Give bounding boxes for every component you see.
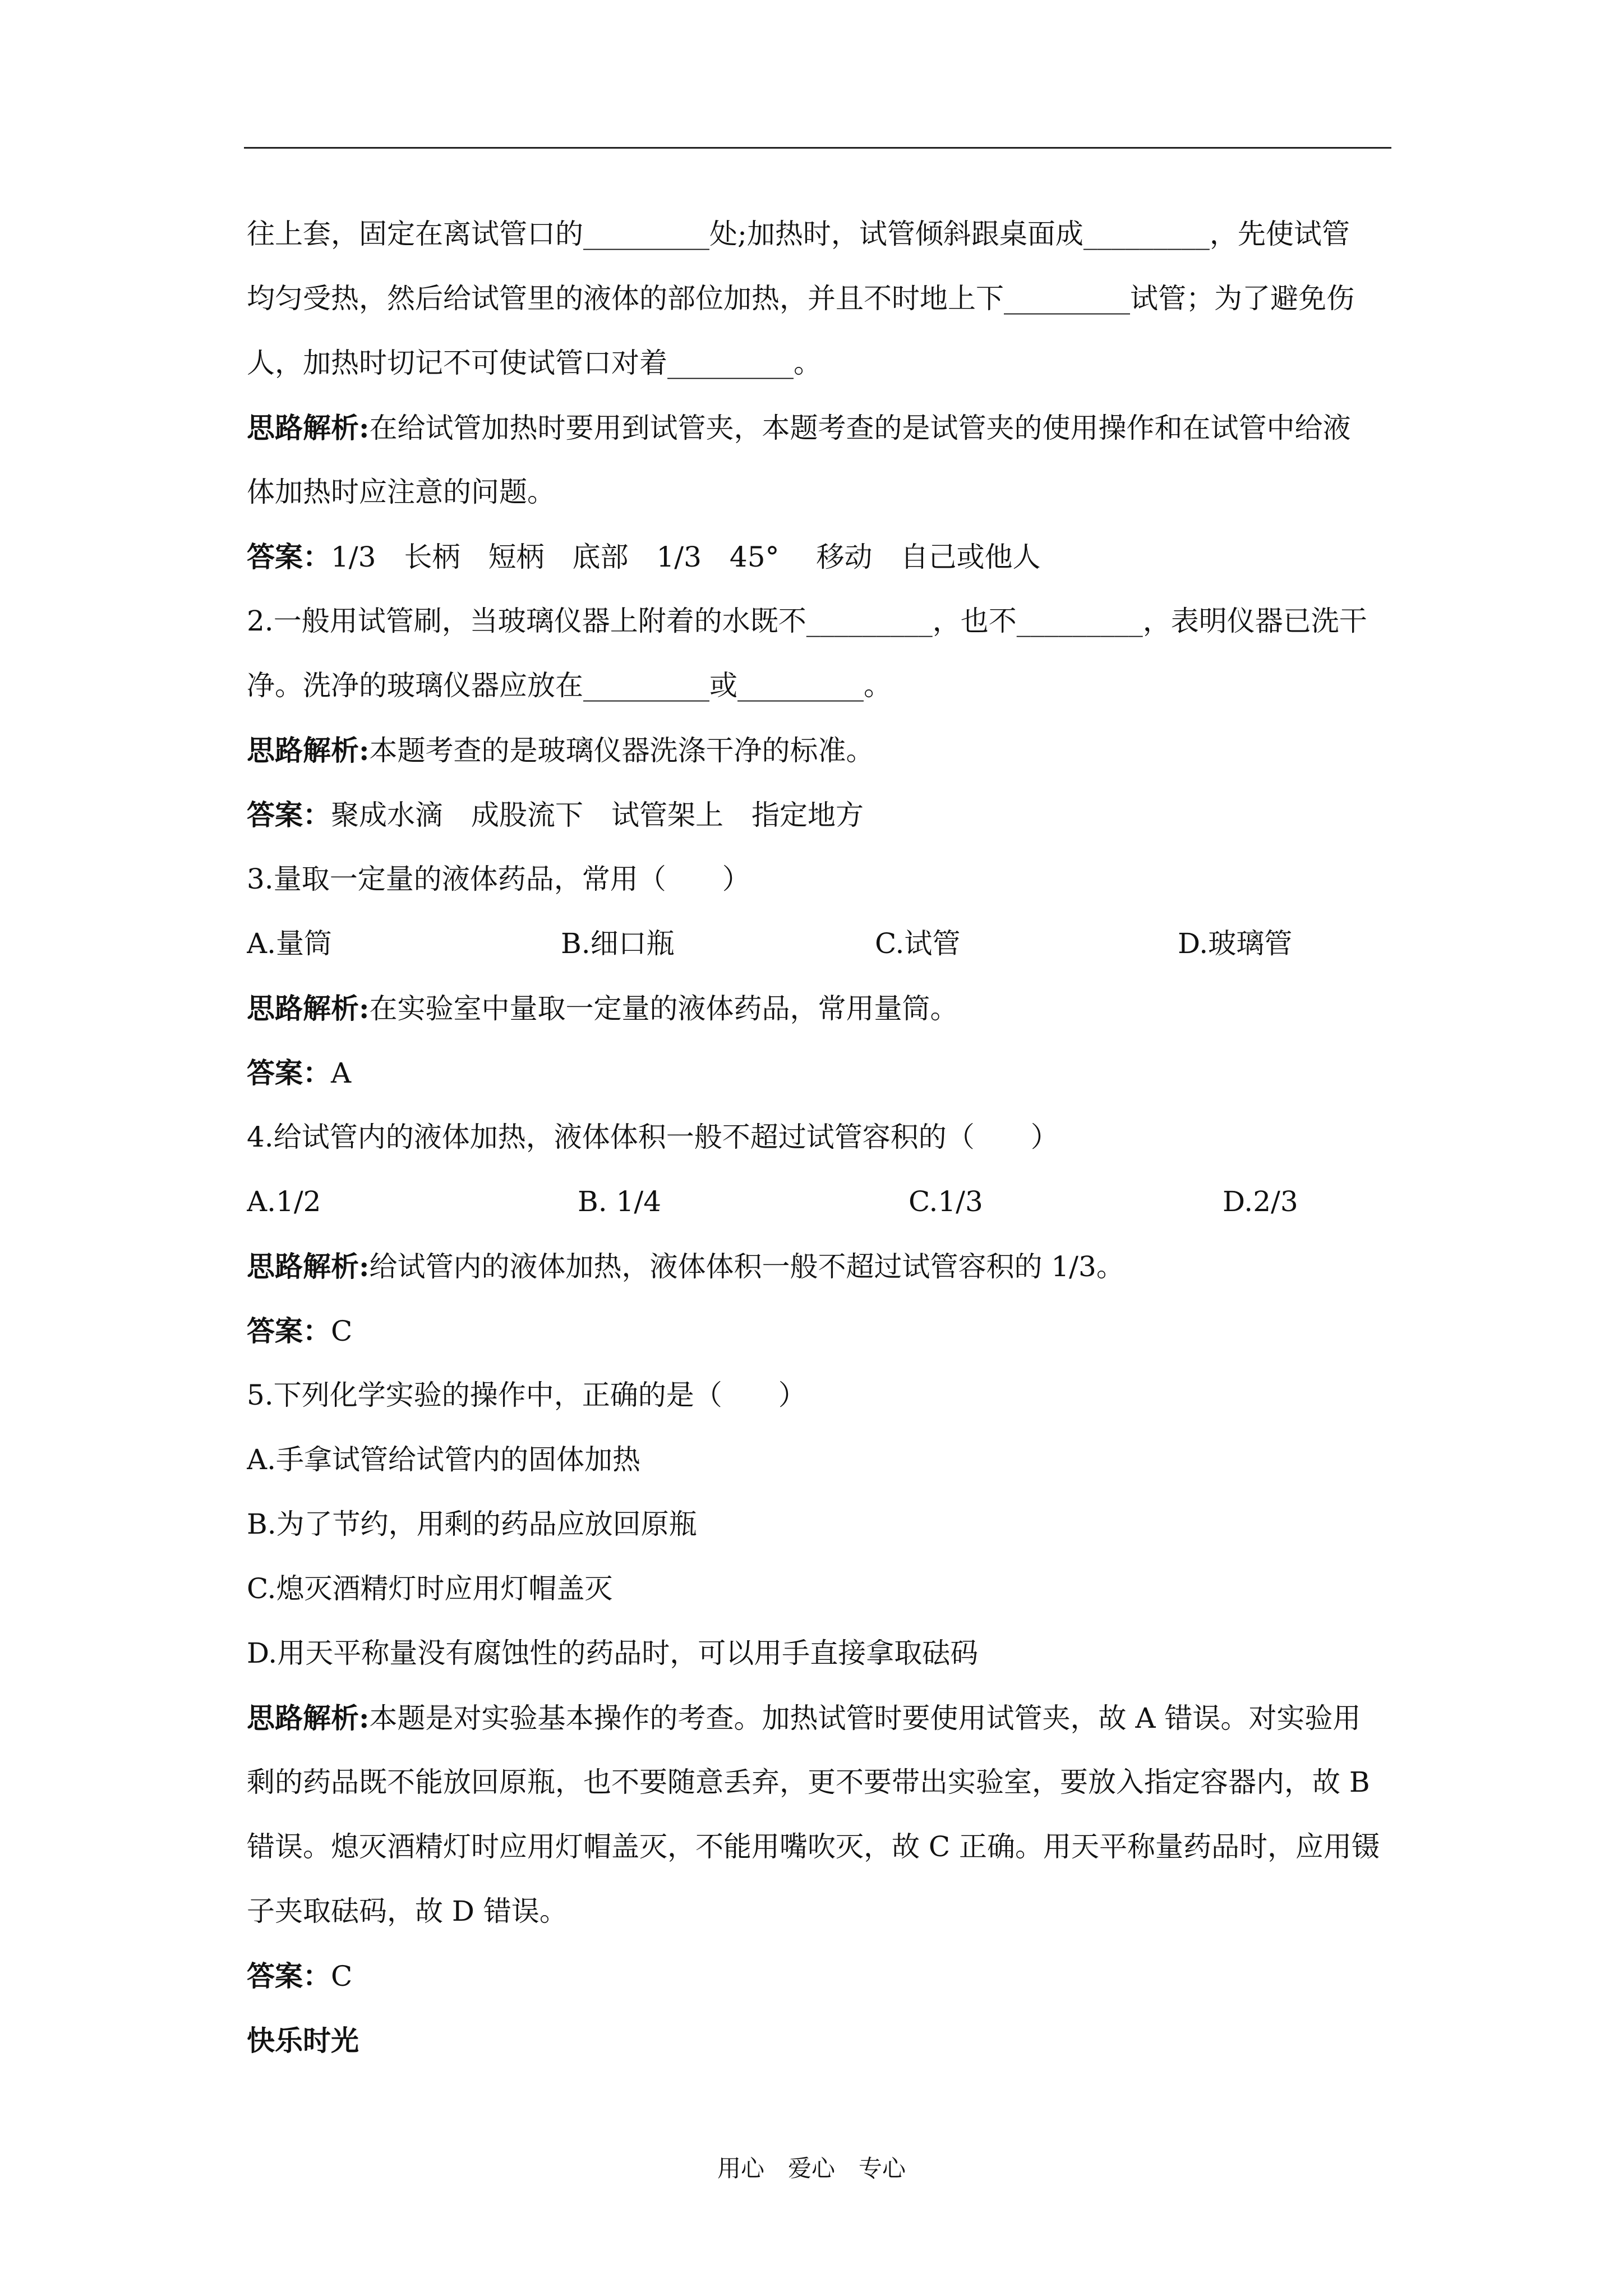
- analysis-text: 在给试管加热时要用到试管夹，本题考查的是试管夹的使用操作和在试管中给液: [369, 412, 1351, 444]
- header-rule: [244, 147, 1391, 149]
- analysis-label: 思路解析:: [247, 734, 370, 767]
- answer-label: 答案：: [247, 540, 331, 573]
- answer-line: [247, 1944, 1391, 2008]
- analysis-line: [247, 1234, 1391, 1299]
- text-line: 往上套，固定在离试管口的_________处;加热时，试管倾斜跟桌面成_________，先使试管: [247, 218, 1350, 250]
- option-line: B.为了节约，用剩的药品应放回原瓶: [247, 1508, 697, 1540]
- question-line: 4.给试管内的液体加热，液体体积一般不超过试管容积的（ ）: [247, 1121, 1059, 1153]
- answer-text: C: [331, 1315, 353, 1347]
- option-line: A.手拿试管给试管内的固体加热: [247, 1443, 641, 1476]
- answer-line: [247, 1041, 1391, 1105]
- analysis-line: [247, 718, 1391, 783]
- option-line: D.用天平称量没有腐蚀性的药品时，可以用手直接拿取砝码: [247, 1637, 979, 1669]
- answer-label: 答案：: [247, 1959, 331, 1993]
- options-row: [247, 912, 1391, 976]
- answer-text: A: [331, 1057, 352, 1089]
- question-line: 3.量取一定量的液体药品，常用（ ）: [247, 863, 750, 895]
- answer-line: [247, 783, 1391, 847]
- options-row: [247, 1170, 1391, 1234]
- analysis-line: [247, 395, 1391, 460]
- analysis-text: 给试管内的液体加热，液体体积一般不超过试管容积的 1/3。: [369, 1250, 1124, 1283]
- section-heading: 快乐时光: [247, 2024, 359, 2057]
- page-footer: 用心 爱心 专心: [717, 2155, 906, 2182]
- answer-label: 答案：: [247, 798, 331, 831]
- text-line: 子夹取砝码，故 D 错误。: [247, 1895, 568, 1927]
- analysis-line: [247, 976, 1391, 1041]
- text-line: 人，加热时切记不可使试管口对着_________。: [247, 347, 822, 379]
- answer-text: 1/3 长柄 短柄 底部 1/3 45° 移动 自己或他人: [331, 541, 1041, 573]
- option-c: C.试管: [875, 927, 961, 960]
- answer-text: C: [331, 1960, 353, 1993]
- text-line: 均匀受热，然后给试管里的液体的部位加热，并且不时地上下_________试管；为了避免伤: [247, 282, 1354, 315]
- question-line: 2.一般用试管刷，当玻璃仪器上附着的水既不_________，也不_________，表明仪器已洗干: [247, 605, 1367, 637]
- analysis-line: [247, 1686, 1391, 1750]
- analysis-label: 思路解析:: [247, 1701, 370, 1734]
- text-line: 净。洗净的玻璃仪器应放在_________或_________。: [247, 669, 892, 702]
- analysis-text: 在实验室中量取一定量的液体药品，常用量筒。: [369, 992, 958, 1025]
- text-line: 剩的药品既不能放回原瓶，也不要随意丢弃，更不要带出实验室，要放入指定容器内，故 B: [247, 1766, 1370, 1798]
- answer-text: 聚成水滴 成股流下 试管架上 指定地方: [331, 799, 864, 831]
- option-b: B.细口瓶: [561, 927, 675, 960]
- analysis-text: 本题考查的是玻璃仪器洗涤干净的标准。: [369, 734, 874, 767]
- analysis-label: 思路解析:: [247, 1250, 370, 1283]
- option-a: A.1/2: [247, 1185, 321, 1218]
- option-d: D.玻璃管: [1178, 927, 1293, 960]
- text-line: 体加热时应注意的问题。: [247, 476, 555, 508]
- answer-label: 答案：: [247, 1314, 331, 1347]
- answer-line: [247, 524, 1391, 589]
- analysis-label: 思路解析:: [247, 992, 370, 1025]
- answer-label: 答案：: [247, 1056, 331, 1089]
- text-line: 错误。熄灭酒精灯时应用灯帽盖灭，不能用嘴吹灭，故 C 正确。用天平称量药品时，应用镊: [247, 1830, 1380, 1863]
- question-line: 5.下列化学实验的操作中，正确的是（ ）: [247, 1379, 806, 1411]
- option-line: C.熄灭酒精灯时应用灯帽盖灭: [247, 1572, 613, 1605]
- answer-line: [247, 1299, 1391, 1363]
- document-body: [247, 202, 1391, 2073]
- option-b: B. 1/4: [578, 1185, 661, 1218]
- option-c: C.1/3: [909, 1185, 983, 1218]
- analysis-text: 本题是对实验基本操作的考查。加热试管时要使用试管夹，故 A 错误。对实验用: [369, 1702, 1361, 1734]
- option-a: A.量筒: [247, 927, 333, 960]
- option-d: D.2/3: [1223, 1185, 1298, 1218]
- analysis-label: 思路解析:: [247, 411, 370, 444]
